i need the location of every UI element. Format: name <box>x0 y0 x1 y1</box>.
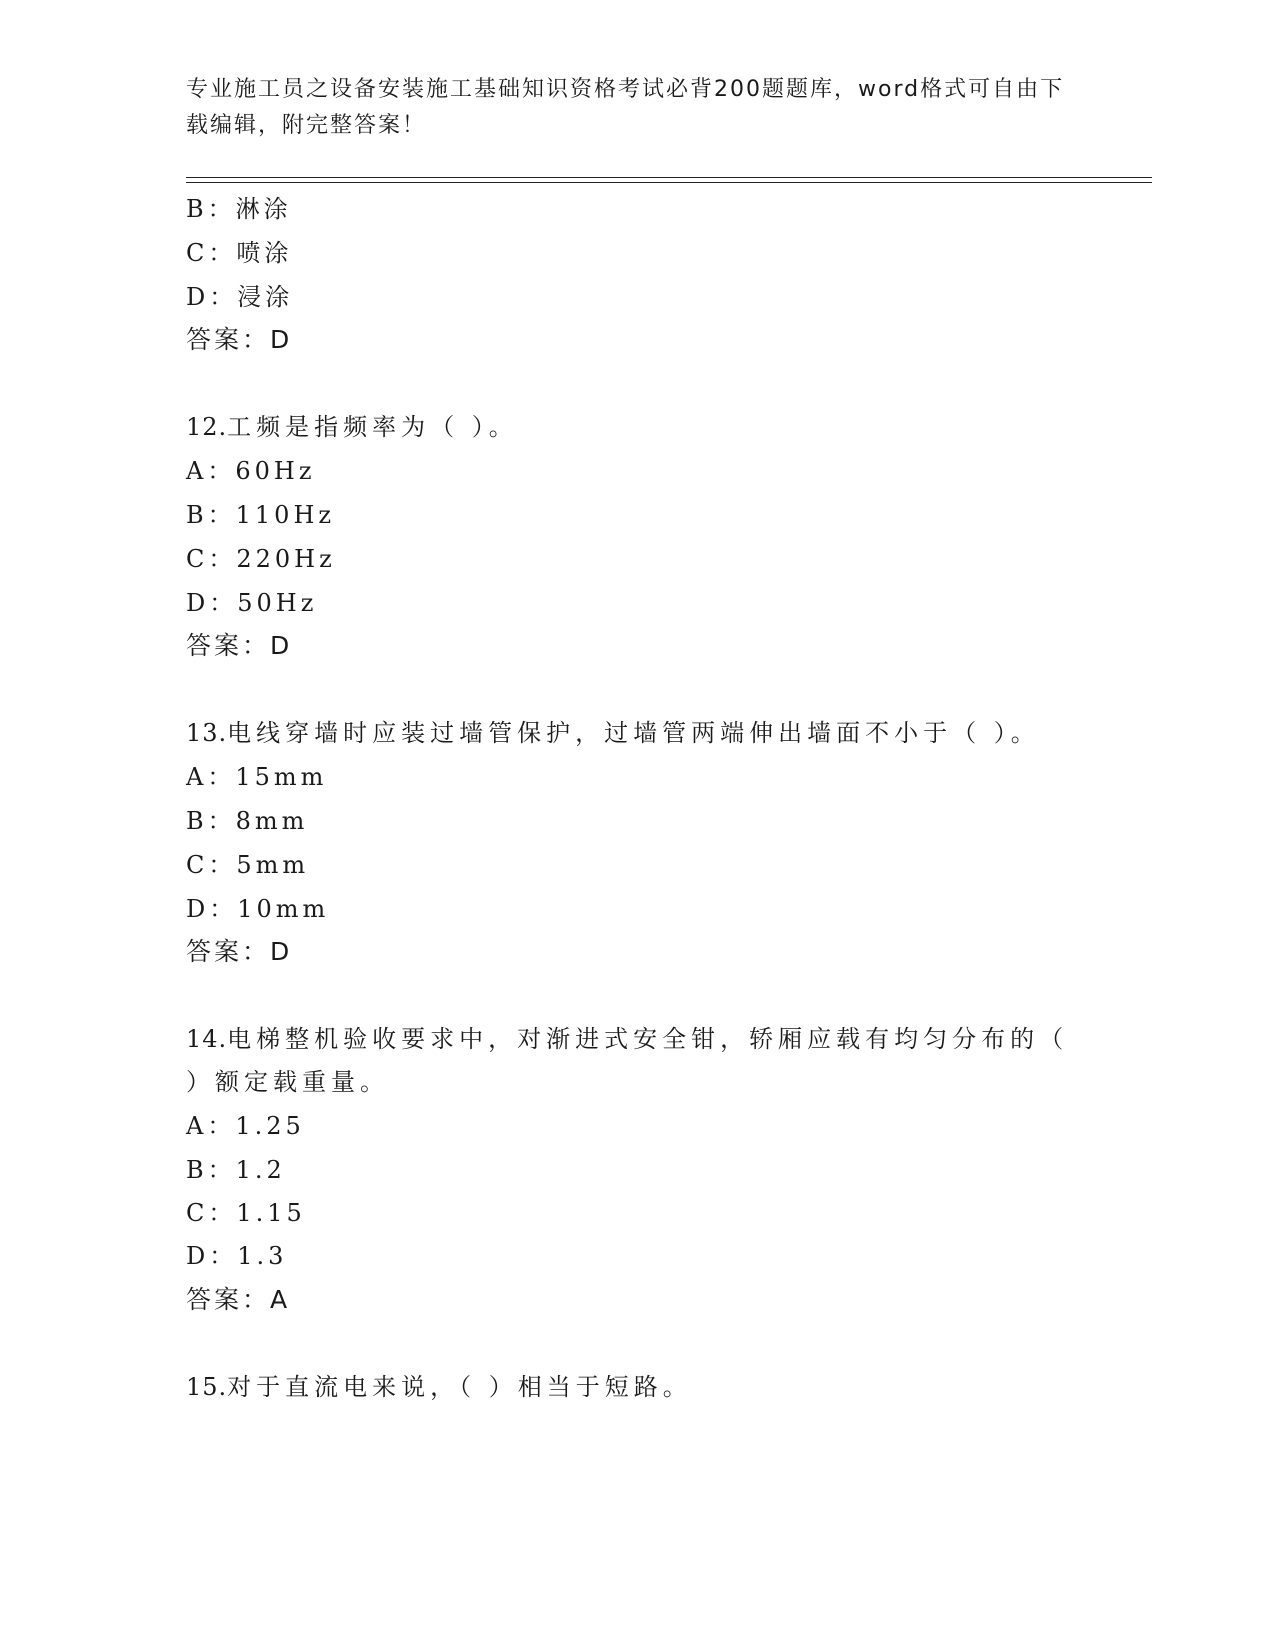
option-text: 喷涂 <box>236 239 293 267</box>
prev-answer <box>186 324 292 356</box>
question-13-option-d <box>186 893 329 925</box>
option-label: D： <box>186 283 238 311</box>
option-label: D： <box>186 589 238 617</box>
question-14-option-a <box>186 1110 305 1142</box>
option-text: 50Hz <box>237 589 318 617</box>
question-12-option-a <box>186 455 315 487</box>
answer-label: 答案： <box>186 325 271 354</box>
document-header: 专业施工员之设备安装施工基础知识资格考试必背200题题库，word格式可自由下载编辑，附完整答案！ <box>186 77 1065 138</box>
question-13-option-b <box>186 805 308 837</box>
answer-value: D <box>270 631 293 660</box>
answer-value: A <box>270 1285 291 1314</box>
prev-option-c <box>186 237 292 269</box>
question-15-stem <box>186 1371 692 1403</box>
question-text-continued: ）额定载重量。 <box>186 1068 389 1096</box>
question-13-stem <box>186 717 1040 749</box>
option-text: 10mm <box>237 895 330 923</box>
option-label: A： <box>186 1112 236 1140</box>
question-12-option-c <box>186 543 336 575</box>
question-14-stem <box>186 1023 1068 1055</box>
question-14-answer <box>186 1284 290 1316</box>
option-text: 浸涂 <box>237 283 294 311</box>
option-text: 1.3 <box>237 1242 288 1270</box>
question-number: 13. <box>186 719 228 747</box>
option-label: B： <box>186 501 236 529</box>
option-label: D： <box>186 1242 238 1270</box>
question-number: 14. <box>186 1025 228 1053</box>
prev-option-b <box>186 193 292 225</box>
answer-label: 答案： <box>186 937 271 966</box>
option-label: C： <box>186 851 237 879</box>
option-text: 1.25 <box>235 1112 305 1140</box>
question-text: 对于直流电来说，（ ）相当于短路。 <box>227 1373 692 1401</box>
question-14-stem-continued <box>186 1066 389 1098</box>
option-text: 60Hz <box>235 457 316 485</box>
question-number: 15. <box>186 1373 228 1401</box>
question-number: 12. <box>186 413 228 441</box>
option-label: B： <box>186 195 236 223</box>
prev-option-d <box>186 281 293 313</box>
option-label: C： <box>186 1199 237 1227</box>
header-rule-bottom <box>186 182 1152 183</box>
question-12-stem <box>186 411 518 443</box>
option-text: 15mm <box>235 763 328 791</box>
question-12-option-d <box>186 587 317 619</box>
question-13-option-a <box>186 761 327 793</box>
answer-label: 答案： <box>186 631 271 660</box>
option-label: B： <box>186 1156 236 1184</box>
question-14-option-b <box>186 1154 286 1186</box>
option-label: C： <box>186 239 237 267</box>
answer-value: D <box>270 325 293 354</box>
option-label: A： <box>186 763 236 791</box>
option-label: D： <box>186 895 238 923</box>
question-text: 工频是指频率为（ ）。 <box>227 413 518 441</box>
question-12-option-b <box>186 499 335 531</box>
option-text: 5mm <box>236 851 310 879</box>
option-text: 220Hz <box>236 545 336 573</box>
option-text: 1.15 <box>236 1199 306 1227</box>
option-label: B： <box>186 807 236 835</box>
question-14-option-c <box>186 1197 306 1229</box>
question-13-option-c <box>186 849 309 881</box>
option-label: A： <box>186 457 236 485</box>
question-14-option-d <box>186 1240 287 1272</box>
answer-label: 答案： <box>186 1285 271 1314</box>
header-rule-top <box>186 177 1152 178</box>
option-text: 110Hz <box>235 501 336 529</box>
question-text: 电梯整机验收要求中，对渐进式安全钳，轿厢应载有均匀分布的（ <box>227 1025 1069 1053</box>
question-13-answer <box>186 936 292 968</box>
option-text: 淋涂 <box>235 195 292 223</box>
answer-value: D <box>270 937 293 966</box>
option-text: 8mm <box>235 807 309 835</box>
option-text: 1.2 <box>235 1156 286 1184</box>
option-label: C： <box>186 545 237 573</box>
question-text: 电线穿墙时应装过墙管保护，过墙管两端伸出墙面不小于（ ）。 <box>227 719 1040 747</box>
question-12-answer <box>186 630 292 662</box>
